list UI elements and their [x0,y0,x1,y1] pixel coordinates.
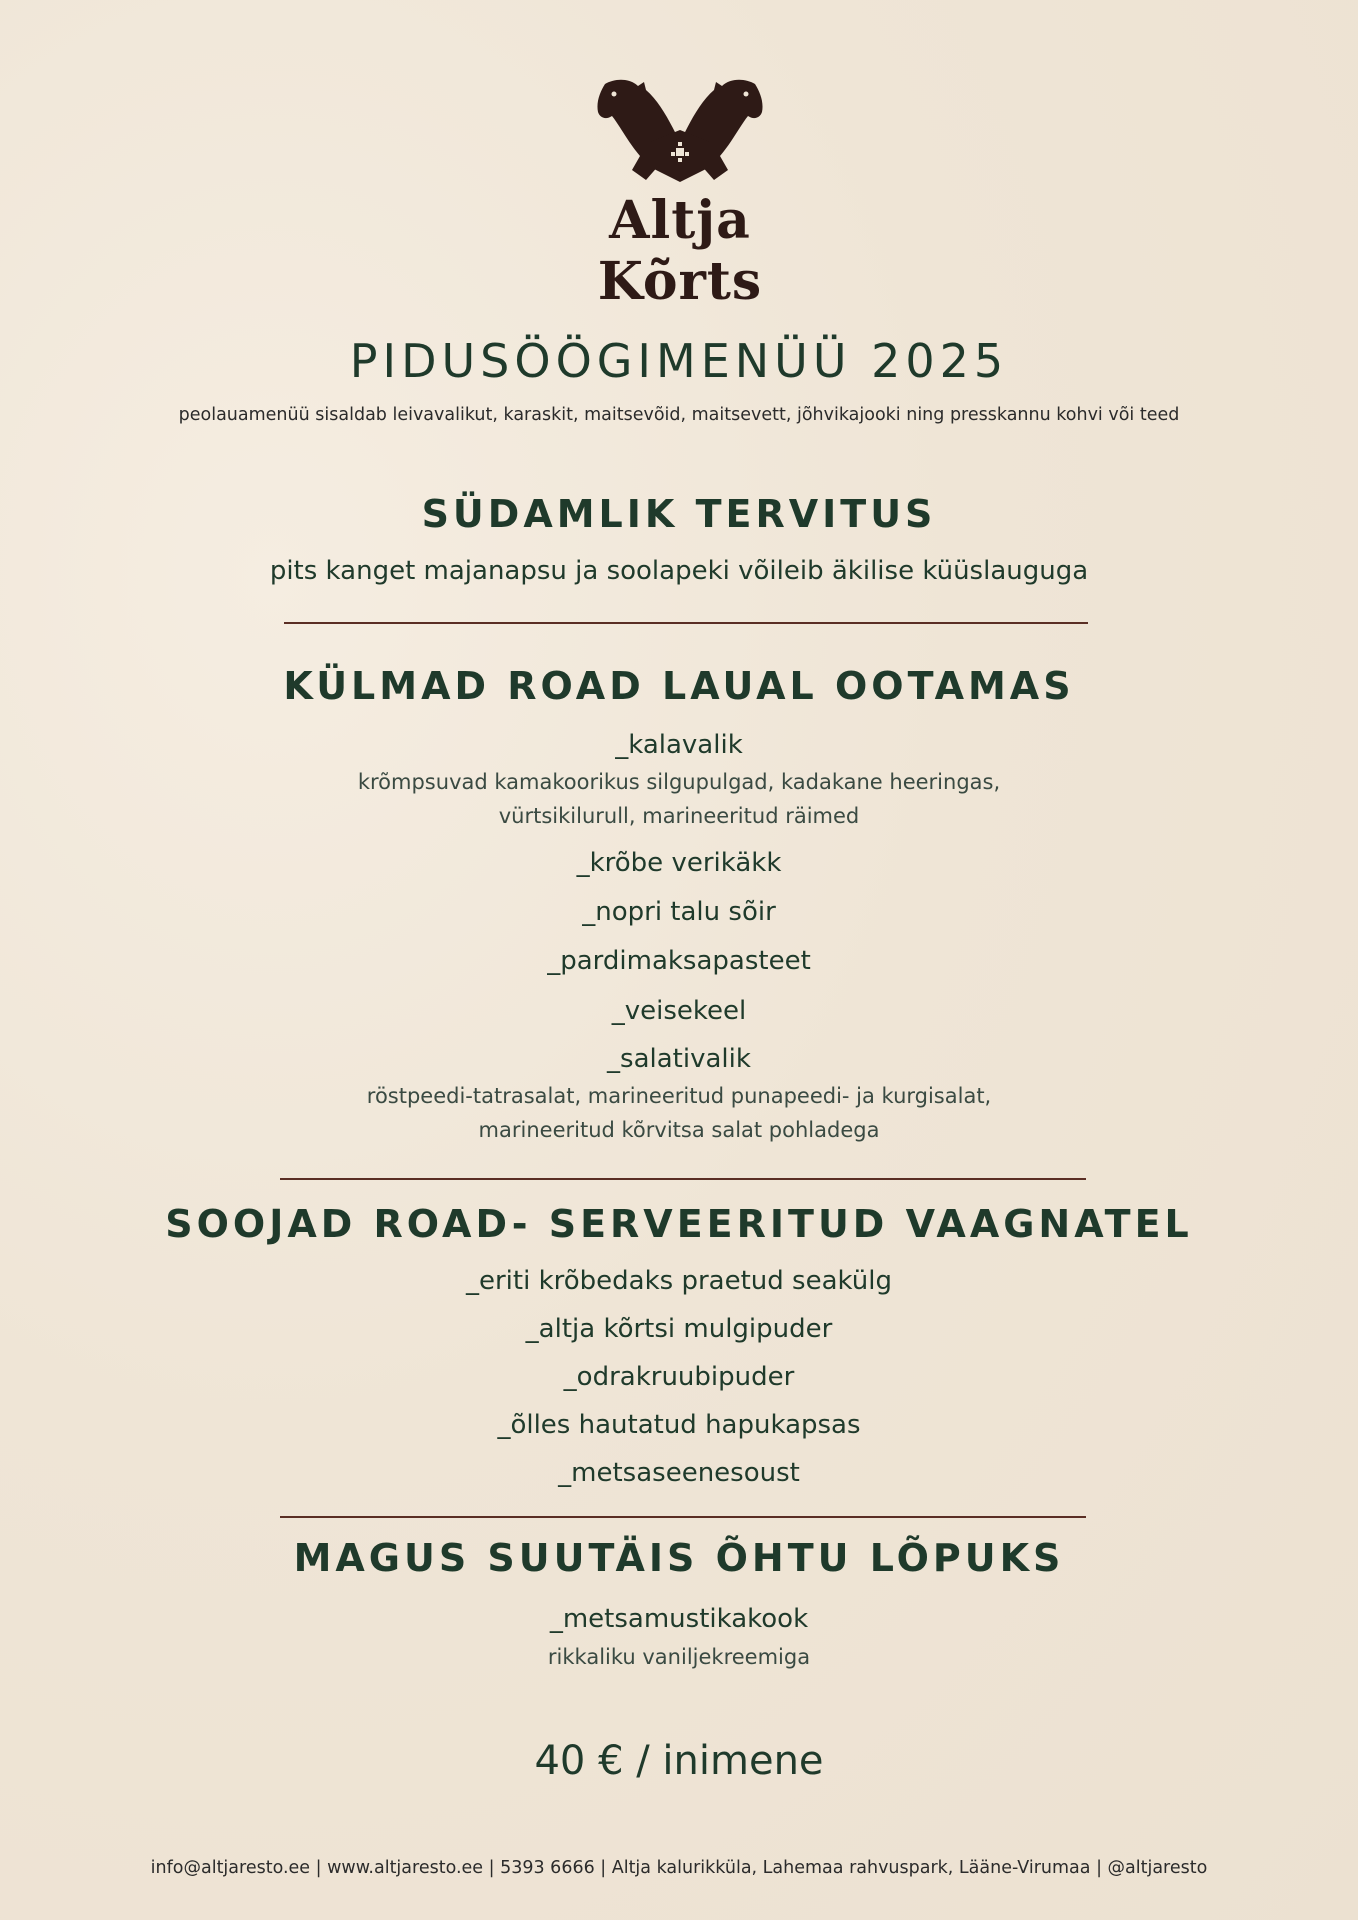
divider [280,1178,1086,1180]
menu-subtitle: peolauamenüü sisaldab leivavalikut, karaskit, maitsevõid, maitsevett, jõhvikajooki ning presskannu kohvi või teed [178,405,1180,425]
menu-item: _nopri talu sõir [582,897,776,927]
section-title-cold: KÜLMAD ROAD LAUAL OOTAMAS [283,664,1075,708]
menu-item-description: marineeritud kõrvitsa salat pohladega [478,1118,880,1142]
welcome-text: pits kanget majanapsu ja soolapeki võileib äkilise küüslauguga [269,556,1089,586]
brand-name: Altja Kõrts [597,190,763,312]
menu-item-description: vürtsikilurull, marineeritud räimed [498,804,860,828]
menu-item: _odrakruubipuder [563,1362,795,1392]
section-title-dessert: MAGUS SUUTÄIS ÕHTU LÕPUKS [293,1536,1065,1580]
menu-item: _eriti krõbedaks praetud seakülg [466,1266,892,1296]
menu-item: _kalavalik [615,730,743,760]
section-title-warm: SOOJAD ROAD- SERVEERITUD VAAGNATEL [165,1202,1193,1246]
menu-item: _veisekeel [611,996,747,1026]
menu-item-description: krõmpsuvad kamakoorikus silgupulgad, kadakane heeringas, [357,770,1001,794]
menu-item-description: röstpeedi-tatrasalat, marineeritud punapeedi- ja kurgisalat, [366,1084,992,1108]
divider [280,1516,1086,1518]
menu-item: _altja kõrtsi mulgipuder [525,1314,833,1344]
menu-item: _pardimaksapasteet [547,946,811,976]
menu-item-description: rikkaliku vaniljekreemiga [547,1645,811,1669]
menu-item: _metsamustikakook [549,1604,809,1634]
twin-horse-heads-icon [520,72,840,182]
brand-logo [520,72,840,312]
menu-item: _salativalik [607,1044,751,1074]
menu-title: PIDUSÖÖGIMENÜÜ 2025 [349,334,1009,388]
divider [284,622,1088,624]
contact-footer: info@altjaresto.ee | www.altjaresto.ee | 5393 6666 | Altja kalurikküla, Lahemaa rahvuspark, Lääne-Virumaa | @altjaresto [150,1858,1208,1878]
menu-item: _õlles hautatud hapukapsas [497,1410,861,1440]
price-per-person: 40 € / inimene [534,1738,824,1784]
section-title-welcome: SÜDAMLIK TERVITUS [421,492,937,536]
menu-item: _metsaseenesoust [558,1458,800,1488]
menu-item: _krõbe verikäkk [576,848,782,878]
